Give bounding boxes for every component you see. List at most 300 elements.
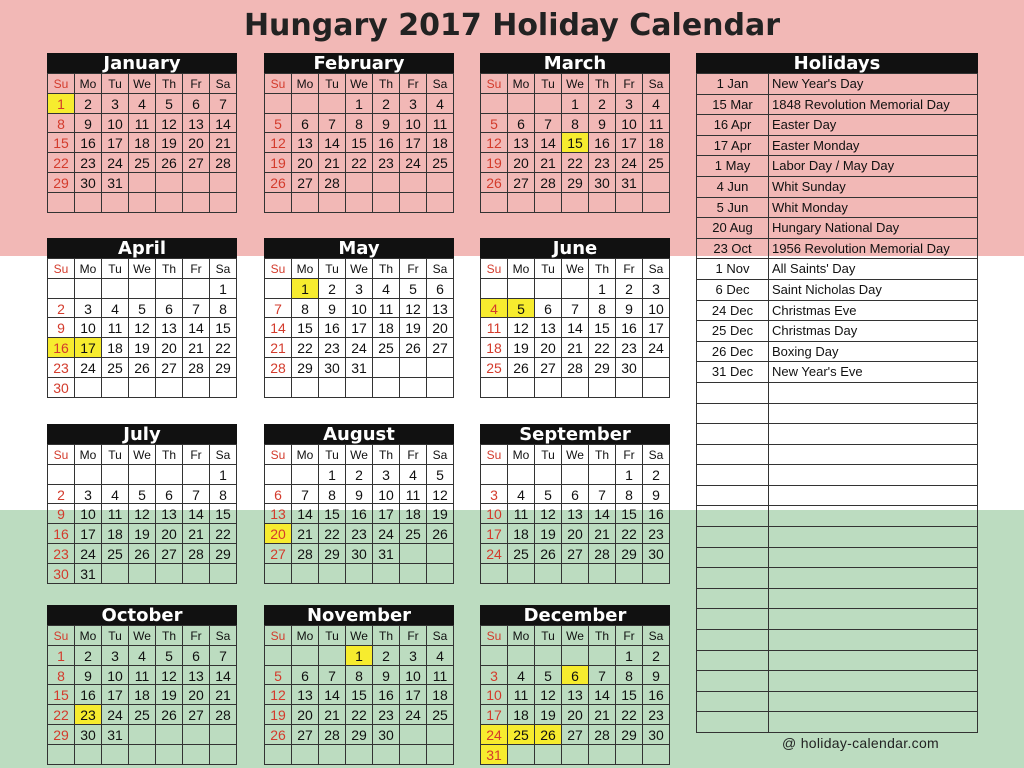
day-cell: 26 — [535, 544, 562, 564]
day-cell: 18 — [373, 318, 400, 338]
day-cell: 5 — [481, 114, 508, 134]
day-cell: 20 — [183, 685, 210, 705]
day-cell: 16 — [643, 504, 670, 524]
month-header: May — [264, 238, 454, 258]
day-cell: 28 — [319, 725, 346, 745]
day-cell: 8 — [616, 666, 643, 686]
day-cell: 29 — [589, 358, 616, 378]
day-cell: 24 — [400, 705, 427, 725]
day-cell — [75, 378, 102, 398]
month-grid — [480, 625, 670, 765]
holiday-row — [697, 280, 978, 301]
weekday-label: Mo — [75, 259, 102, 279]
month-grid — [47, 444, 237, 584]
day-cell — [535, 646, 562, 666]
day-cell: 31 — [373, 544, 400, 564]
day-cell — [265, 193, 292, 213]
holiday-row — [697, 692, 978, 713]
weekday-label: Th — [156, 626, 183, 646]
holiday-day-cell: 17 — [75, 338, 102, 358]
holiday-name — [769, 548, 978, 568]
day-cell — [210, 193, 237, 213]
day-cell — [156, 745, 183, 765]
day-cell: 17 — [481, 524, 508, 544]
holiday-name: All Saints' Day — [769, 259, 978, 279]
weekday-label: Sa — [427, 445, 454, 465]
holiday-row — [697, 712, 978, 733]
holiday-date — [697, 486, 769, 506]
day-cell: 29 — [210, 544, 237, 564]
day-cell — [75, 193, 102, 213]
day-cell — [373, 564, 400, 584]
day-cell — [75, 279, 102, 299]
day-cell: 10 — [102, 666, 129, 686]
month-grid — [480, 258, 670, 398]
day-cell: 21 — [589, 705, 616, 725]
day-cell: 31 — [346, 358, 373, 378]
day-cell: 25 — [427, 705, 454, 725]
holiday-row — [697, 651, 978, 672]
weekday-label: Mo — [508, 74, 535, 94]
day-cell: 10 — [400, 666, 427, 686]
month-header: September — [480, 424, 670, 444]
day-cell — [183, 725, 210, 745]
day-cell — [616, 564, 643, 584]
day-cell — [643, 745, 670, 765]
weekday-label: We — [562, 626, 589, 646]
day-cell — [508, 465, 535, 485]
holiday-name — [769, 445, 978, 465]
day-cell: 6 — [535, 299, 562, 319]
day-cell: 11 — [373, 299, 400, 319]
month-december — [480, 605, 670, 765]
day-cell: 30 — [643, 544, 670, 564]
holiday-name — [769, 671, 978, 691]
month-august — [264, 424, 454, 584]
day-cell: 2 — [373, 646, 400, 666]
day-cell: 22 — [589, 338, 616, 358]
day-cell: 14 — [210, 114, 237, 134]
day-cell: 4 — [508, 485, 535, 505]
day-cell: 16 — [373, 685, 400, 705]
weekday-label: We — [129, 259, 156, 279]
weekday-label: We — [346, 74, 373, 94]
day-cell — [183, 745, 210, 765]
holiday-name — [769, 568, 978, 588]
day-cell: 13 — [535, 318, 562, 338]
day-cell — [292, 193, 319, 213]
holiday-date: 1 Nov — [697, 259, 769, 279]
weekday-label: Fr — [400, 74, 427, 94]
day-cell: 13 — [156, 504, 183, 524]
holiday-day-cell: 31 — [481, 745, 508, 765]
day-cell: 8 — [210, 485, 237, 505]
day-cell — [373, 378, 400, 398]
day-cell: 6 — [265, 485, 292, 505]
day-cell — [319, 193, 346, 213]
weekday-label: Su — [48, 74, 75, 94]
day-cell: 12 — [400, 299, 427, 319]
day-cell: 8 — [562, 114, 589, 134]
holiday-day-cell: 20 — [265, 524, 292, 544]
day-cell: 10 — [481, 685, 508, 705]
day-cell — [643, 358, 670, 378]
day-cell — [427, 564, 454, 584]
day-cell — [481, 279, 508, 299]
month-july — [47, 424, 237, 584]
day-cell: 9 — [48, 318, 75, 338]
day-cell: 10 — [346, 299, 373, 319]
weekday-label: Tu — [535, 445, 562, 465]
holiday-date — [697, 712, 769, 732]
day-cell: 4 — [427, 94, 454, 114]
month-grid — [264, 444, 454, 584]
day-cell: 28 — [183, 544, 210, 564]
day-cell — [589, 564, 616, 584]
month-grid — [47, 73, 237, 213]
weekday-label: Tu — [319, 626, 346, 646]
day-cell: 15 — [48, 133, 75, 153]
day-cell: 18 — [481, 338, 508, 358]
weekday-label: Th — [589, 259, 616, 279]
day-cell: 10 — [75, 318, 102, 338]
holiday-date: 25 Dec — [697, 321, 769, 341]
month-november — [264, 605, 454, 765]
holiday-date — [697, 548, 769, 568]
day-cell: 1 — [210, 279, 237, 299]
day-cell: 12 — [265, 685, 292, 705]
weekday-label: We — [129, 626, 156, 646]
month-header: November — [264, 605, 454, 625]
day-cell: 3 — [102, 94, 129, 114]
day-cell: 6 — [427, 279, 454, 299]
month-grid — [264, 258, 454, 398]
day-cell: 14 — [589, 685, 616, 705]
weekday-label: Tu — [319, 259, 346, 279]
day-cell: 13 — [292, 133, 319, 153]
day-cell: 8 — [292, 299, 319, 319]
day-cell: 18 — [129, 133, 156, 153]
holiday-date — [697, 383, 769, 403]
holiday-date — [697, 527, 769, 547]
holiday-row — [697, 198, 978, 219]
day-cell — [183, 173, 210, 193]
day-cell: 2 — [319, 279, 346, 299]
month-march — [480, 53, 670, 213]
day-cell: 8 — [48, 666, 75, 686]
day-cell: 18 — [400, 504, 427, 524]
day-cell: 2 — [616, 279, 643, 299]
day-cell: 4 — [427, 646, 454, 666]
day-cell: 25 — [508, 544, 535, 564]
day-cell: 17 — [400, 133, 427, 153]
day-cell: 29 — [48, 173, 75, 193]
weekday-label: Th — [589, 626, 616, 646]
day-cell: 21 — [319, 705, 346, 725]
day-cell: 19 — [156, 133, 183, 153]
day-cell: 24 — [373, 524, 400, 544]
holiday-name — [769, 630, 978, 650]
weekday-label: Mo — [75, 74, 102, 94]
day-cell: 8 — [616, 485, 643, 505]
day-cell: 16 — [319, 318, 346, 338]
day-cell: 24 — [75, 358, 102, 378]
holiday-row — [697, 548, 978, 569]
holiday-row — [697, 362, 978, 383]
day-cell: 19 — [129, 338, 156, 358]
day-cell: 8 — [589, 299, 616, 319]
day-cell: 3 — [75, 299, 102, 319]
day-cell: 3 — [616, 94, 643, 114]
day-cell: 10 — [616, 114, 643, 134]
weekday-label: Fr — [616, 259, 643, 279]
weekday-label: Mo — [292, 259, 319, 279]
month-header: August — [264, 424, 454, 444]
day-cell: 2 — [643, 465, 670, 485]
day-cell: 15 — [319, 504, 346, 524]
day-cell: 1 — [616, 465, 643, 485]
day-cell: 18 — [508, 705, 535, 725]
weekday-label: Mo — [508, 445, 535, 465]
day-cell: 3 — [400, 94, 427, 114]
day-cell: 28 — [292, 544, 319, 564]
day-cell: 25 — [102, 544, 129, 564]
day-cell: 5 — [156, 646, 183, 666]
day-cell — [508, 378, 535, 398]
day-cell — [562, 378, 589, 398]
day-cell — [535, 279, 562, 299]
day-cell: 19 — [508, 338, 535, 358]
day-cell: 14 — [183, 318, 210, 338]
day-cell: 11 — [102, 504, 129, 524]
day-cell — [400, 745, 427, 765]
weekday-label: Mo — [292, 626, 319, 646]
holiday-day-cell: 15 — [562, 133, 589, 153]
day-cell: 21 — [210, 685, 237, 705]
day-cell: 9 — [616, 299, 643, 319]
holiday-row — [697, 630, 978, 651]
day-cell: 5 — [129, 485, 156, 505]
day-cell: 19 — [481, 153, 508, 173]
day-cell: 24 — [102, 705, 129, 725]
day-cell: 16 — [346, 504, 373, 524]
month-grid — [480, 444, 670, 584]
day-cell: 1 — [616, 646, 643, 666]
watermark: @ holiday-calendar.com — [782, 735, 939, 751]
day-cell: 20 — [183, 133, 210, 153]
month-grid — [47, 258, 237, 398]
day-cell: 8 — [48, 114, 75, 134]
day-cell: 30 — [616, 358, 643, 378]
weekday-label: Sa — [643, 626, 670, 646]
day-cell — [373, 173, 400, 193]
day-cell: 8 — [319, 485, 346, 505]
weekday-label: We — [346, 259, 373, 279]
day-cell: 23 — [319, 338, 346, 358]
holiday-name: 1848 Revolution Memorial Day — [769, 95, 978, 115]
day-cell: 1 — [48, 646, 75, 666]
day-cell: 17 — [102, 133, 129, 153]
day-cell — [427, 745, 454, 765]
day-cell: 2 — [75, 94, 102, 114]
day-cell — [210, 564, 237, 584]
day-cell: 22 — [616, 524, 643, 544]
day-cell — [535, 564, 562, 584]
month-grid — [480, 73, 670, 213]
weekday-label: Sa — [643, 445, 670, 465]
day-cell — [210, 745, 237, 765]
day-cell: 3 — [481, 666, 508, 686]
day-cell: 11 — [129, 114, 156, 134]
day-cell: 31 — [616, 173, 643, 193]
day-cell: 26 — [265, 173, 292, 193]
day-cell: 1 — [319, 465, 346, 485]
day-cell: 30 — [75, 725, 102, 745]
day-cell — [75, 465, 102, 485]
day-cell — [643, 193, 670, 213]
weekday-label: We — [129, 445, 156, 465]
holiday-row — [697, 321, 978, 342]
day-cell: 30 — [319, 358, 346, 378]
day-cell: 6 — [292, 666, 319, 686]
holiday-day-cell: 1 — [48, 94, 75, 114]
day-cell: 30 — [48, 564, 75, 584]
day-cell: 24 — [346, 338, 373, 358]
day-cell: 2 — [643, 646, 670, 666]
day-cell — [400, 358, 427, 378]
holiday-name: New Year's Eve — [769, 362, 978, 382]
day-cell — [616, 378, 643, 398]
day-cell: 18 — [508, 524, 535, 544]
holiday-name — [769, 424, 978, 444]
day-cell — [562, 193, 589, 213]
day-cell — [156, 564, 183, 584]
weekday-label: Su — [265, 259, 292, 279]
day-cell: 20 — [508, 153, 535, 173]
day-cell: 19 — [265, 705, 292, 725]
day-cell: 28 — [589, 725, 616, 745]
weekday-label: We — [129, 74, 156, 94]
day-cell: 30 — [75, 173, 102, 193]
day-cell — [589, 745, 616, 765]
day-cell: 27 — [265, 544, 292, 564]
day-cell: 27 — [292, 725, 319, 745]
holiday-name: Whit Sunday — [769, 177, 978, 197]
day-cell: 7 — [535, 114, 562, 134]
day-cell — [508, 94, 535, 114]
day-cell: 8 — [346, 666, 373, 686]
day-cell — [427, 725, 454, 745]
day-cell: 2 — [589, 94, 616, 114]
day-cell: 10 — [373, 485, 400, 505]
day-cell: 24 — [616, 153, 643, 173]
day-cell: 22 — [616, 705, 643, 725]
weekday-label: We — [562, 445, 589, 465]
day-cell: 26 — [265, 725, 292, 745]
day-cell: 6 — [292, 114, 319, 134]
day-cell — [210, 378, 237, 398]
day-cell: 9 — [319, 299, 346, 319]
day-cell — [265, 745, 292, 765]
day-cell: 21 — [589, 524, 616, 544]
day-cell: 4 — [643, 94, 670, 114]
day-cell: 17 — [102, 685, 129, 705]
day-cell: 12 — [508, 318, 535, 338]
day-cell — [535, 378, 562, 398]
holiday-row — [697, 568, 978, 589]
holiday-name: Saint Nicholas Day — [769, 280, 978, 300]
day-cell — [562, 279, 589, 299]
day-cell: 15 — [616, 685, 643, 705]
weekday-label: Fr — [616, 626, 643, 646]
day-cell — [183, 378, 210, 398]
day-cell: 13 — [562, 685, 589, 705]
weekday-label: Fr — [616, 445, 643, 465]
holiday-day-cell: 24 — [481, 725, 508, 745]
day-cell — [102, 279, 129, 299]
day-cell: 29 — [292, 358, 319, 378]
day-cell — [535, 193, 562, 213]
day-cell — [373, 358, 400, 378]
day-cell: 27 — [183, 705, 210, 725]
day-cell: 22 — [210, 338, 237, 358]
day-cell: 10 — [400, 114, 427, 134]
holiday-name: Labor Day / May Day — [769, 156, 978, 176]
day-cell: 20 — [156, 524, 183, 544]
day-cell: 15 — [292, 318, 319, 338]
month-grid — [264, 625, 454, 765]
day-cell: 28 — [210, 153, 237, 173]
day-cell: 26 — [400, 338, 427, 358]
weekday-label: Su — [481, 626, 508, 646]
holiday-date — [697, 692, 769, 712]
holiday-day-cell: 6 — [562, 666, 589, 686]
day-cell: 6 — [183, 94, 210, 114]
weekday-label: Su — [48, 445, 75, 465]
day-cell: 13 — [427, 299, 454, 319]
weekday-label: Mo — [508, 626, 535, 646]
day-cell: 25 — [373, 338, 400, 358]
day-cell — [589, 646, 616, 666]
weekday-label: Tu — [535, 74, 562, 94]
day-cell: 5 — [156, 94, 183, 114]
weekday-label: Sa — [210, 74, 237, 94]
day-cell: 18 — [102, 524, 129, 544]
day-cell — [427, 193, 454, 213]
weekday-label: Su — [481, 74, 508, 94]
day-cell: 26 — [156, 153, 183, 173]
day-cell — [156, 173, 183, 193]
day-cell — [562, 745, 589, 765]
day-cell: 23 — [373, 153, 400, 173]
weekday-label: Su — [48, 259, 75, 279]
day-cell — [427, 358, 454, 378]
holiday-name: Christmas Day — [769, 321, 978, 341]
weekday-label: Sa — [427, 74, 454, 94]
day-cell: 15 — [589, 318, 616, 338]
day-cell — [292, 745, 319, 765]
day-cell — [319, 646, 346, 666]
holiday-row — [697, 465, 978, 486]
day-cell: 14 — [535, 133, 562, 153]
day-cell: 4 — [102, 299, 129, 319]
day-cell: 11 — [129, 666, 156, 686]
month-grid — [47, 625, 237, 765]
day-cell: 21 — [319, 153, 346, 173]
day-cell: 25 — [102, 358, 129, 378]
day-cell: 15 — [210, 318, 237, 338]
day-cell — [265, 465, 292, 485]
